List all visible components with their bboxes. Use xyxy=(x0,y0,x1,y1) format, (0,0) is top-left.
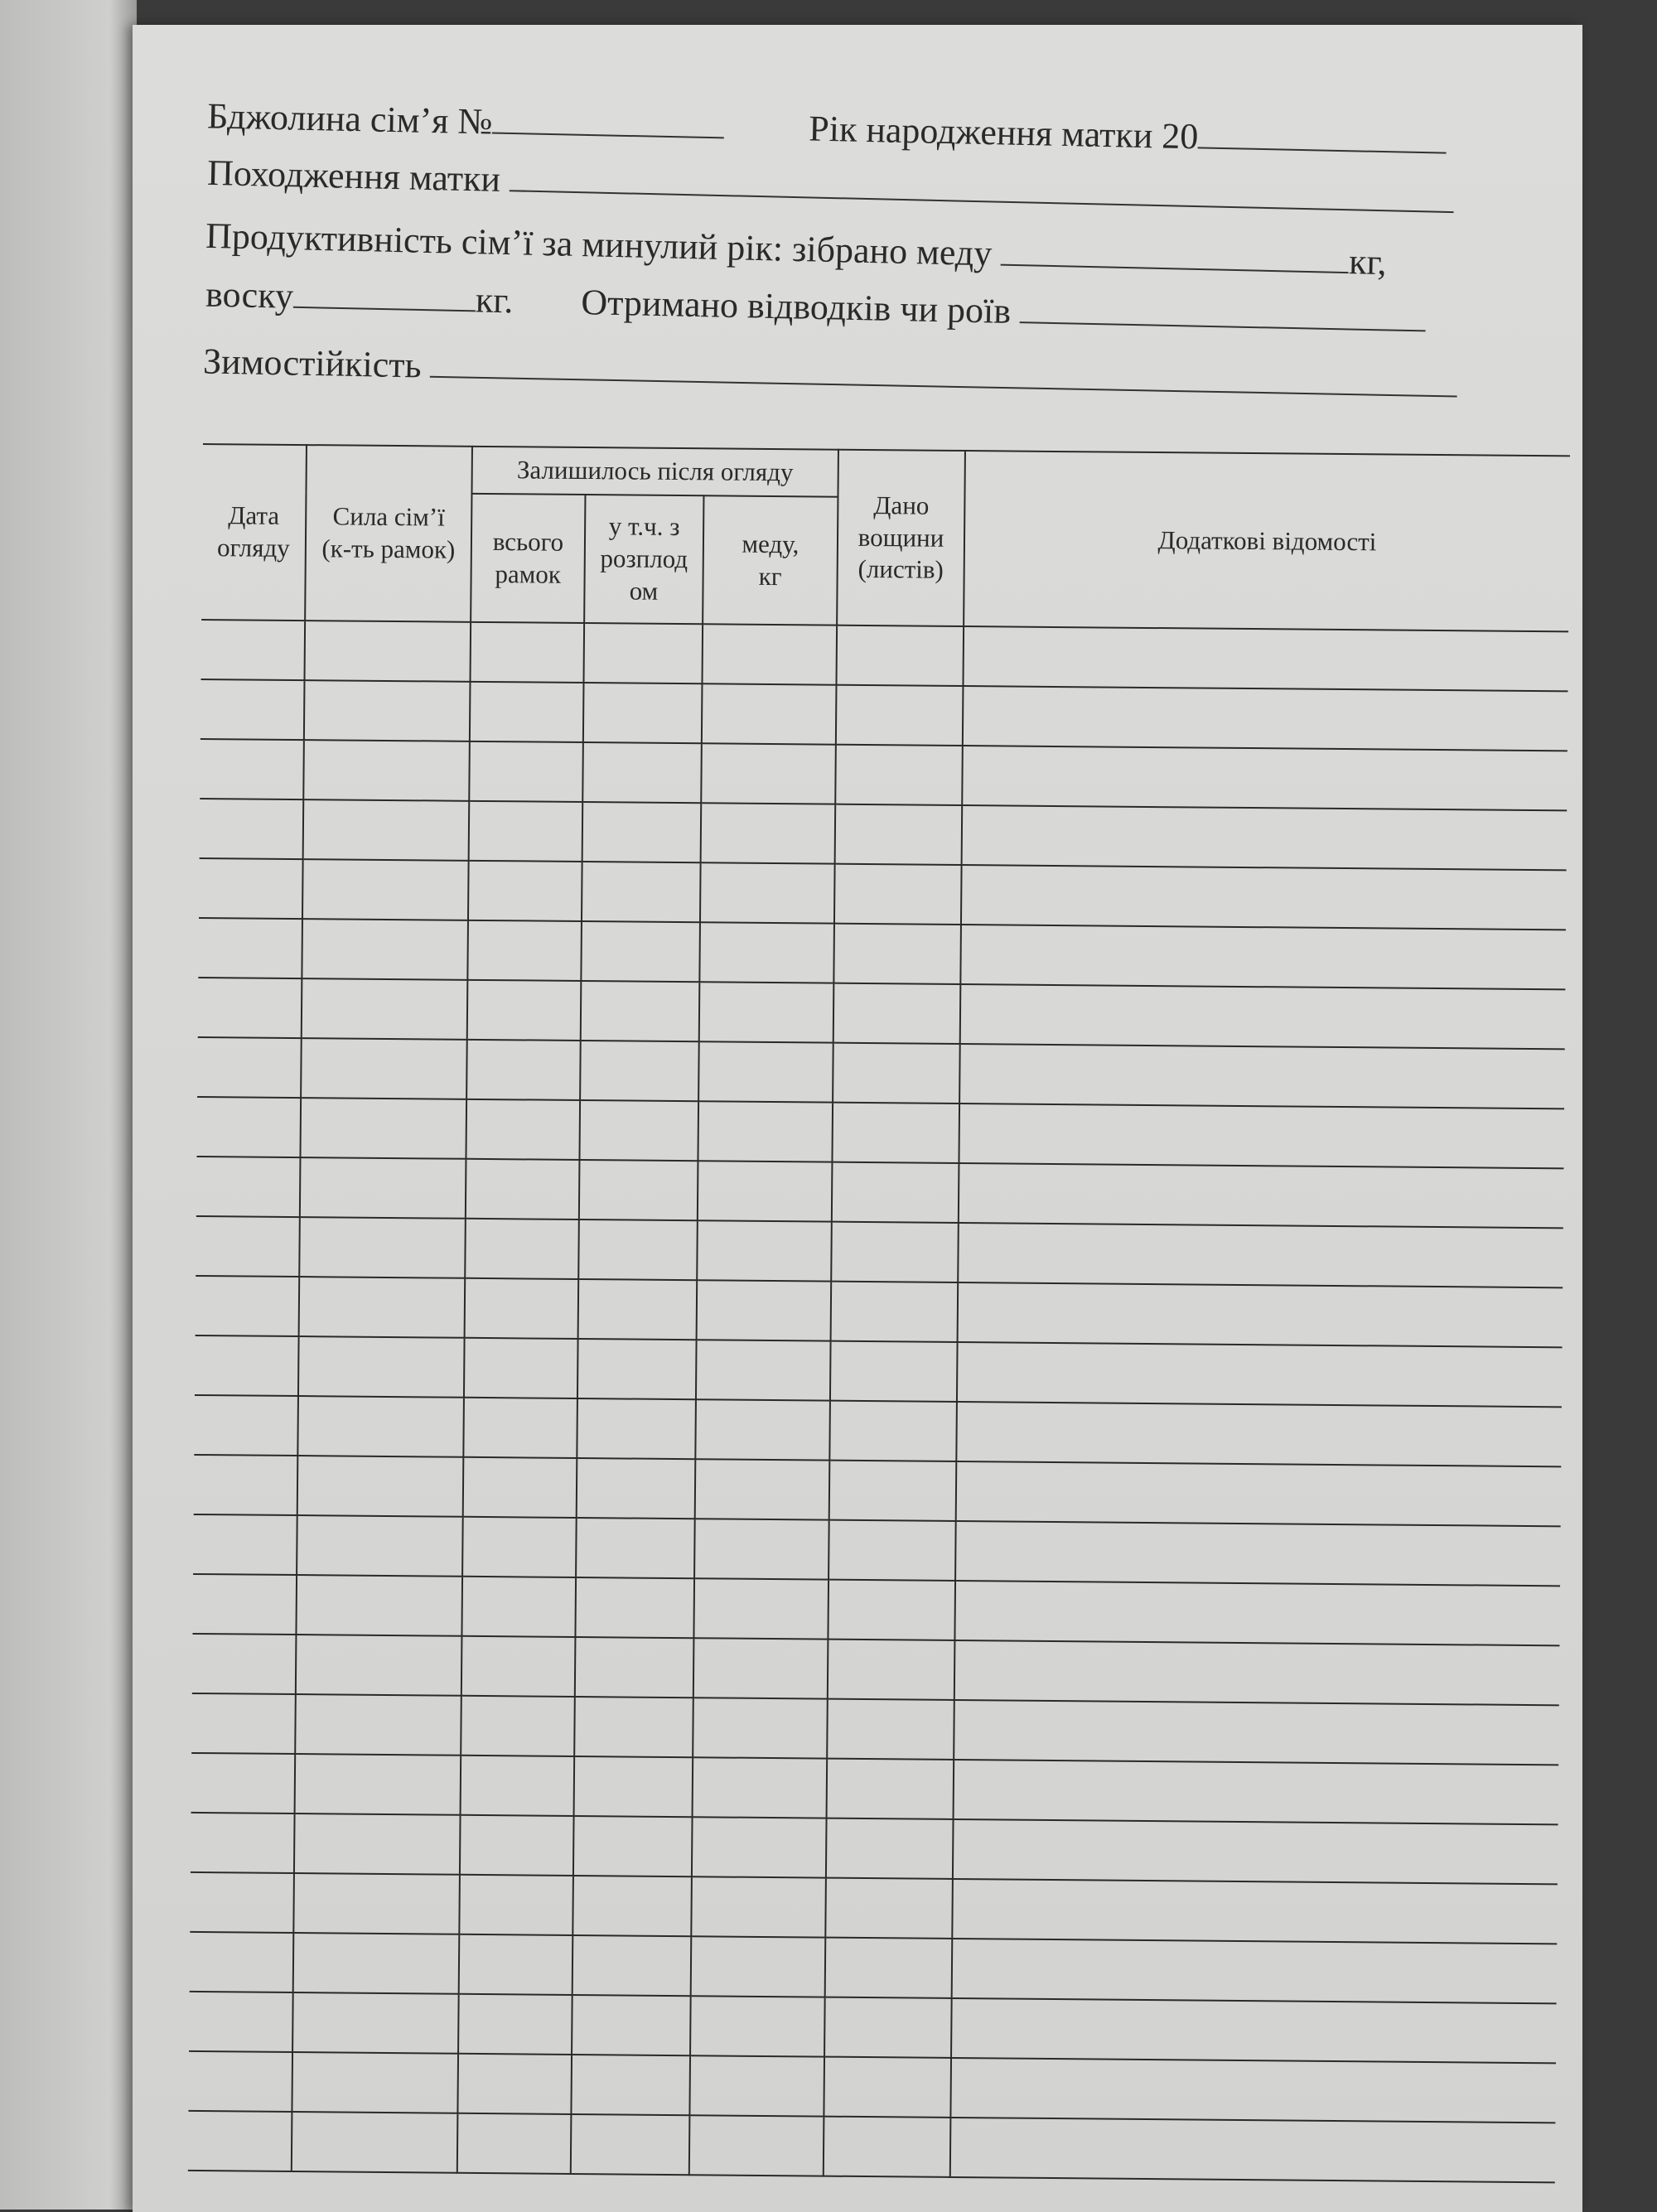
cell-total-frames[interactable] xyxy=(466,1040,581,1100)
cell-date[interactable] xyxy=(188,2111,292,2171)
swarms-field[interactable] xyxy=(1020,321,1426,331)
cell-strength[interactable] xyxy=(292,2112,458,2173)
cell-notes[interactable] xyxy=(959,1104,1564,1168)
adjacent-page xyxy=(0,0,137,2210)
cell-notes[interactable] xyxy=(956,1461,1562,1526)
cell-foundation[interactable] xyxy=(824,1997,952,2058)
cell-date[interactable] xyxy=(192,1574,297,1635)
cell-notes[interactable] xyxy=(960,984,1566,1049)
cell-brood[interactable] xyxy=(572,1995,691,2055)
cell-total-frames[interactable] xyxy=(463,1457,577,1518)
cell-honey[interactable] xyxy=(696,1340,831,1400)
cell-strength[interactable] xyxy=(297,1456,464,1517)
cell-brood[interactable] xyxy=(574,1756,693,1817)
cell-total-frames[interactable] xyxy=(462,1517,577,1577)
cell-total-frames[interactable] xyxy=(457,2113,572,2174)
cell-strength[interactable] xyxy=(300,1098,466,1159)
cell-date[interactable] xyxy=(191,1753,296,1814)
cell-strength[interactable] xyxy=(303,740,470,801)
cell-brood[interactable] xyxy=(575,1637,694,1698)
cell-foundation[interactable] xyxy=(828,1640,955,1700)
cell-notes[interactable] xyxy=(958,1282,1563,1347)
cell-foundation[interactable] xyxy=(824,2117,951,2177)
cell-strength[interactable] xyxy=(295,1694,461,1756)
cell-brood[interactable] xyxy=(577,1458,696,1519)
cell-date[interactable] xyxy=(196,1157,301,1217)
header-notes: Додаткові відомості xyxy=(964,451,1570,631)
header-date: Дата огляду xyxy=(201,444,307,621)
cell-date[interactable] xyxy=(196,1097,301,1157)
cell-honey[interactable] xyxy=(689,2115,824,2176)
cell-notes[interactable] xyxy=(959,1163,1564,1228)
colony-number-label: Бджолина сім’я № xyxy=(206,95,493,142)
cell-honey[interactable] xyxy=(698,1041,833,1102)
header-strength: Сила сім’ї (к-ть рамок) xyxy=(305,445,472,622)
cell-total-frames[interactable] xyxy=(458,1994,572,2055)
winter-hardiness-label: Зимостійкість xyxy=(202,340,423,386)
cell-strength[interactable] xyxy=(294,1814,461,1875)
cell-brood[interactable] xyxy=(576,1518,695,1578)
cell-brood[interactable] xyxy=(582,802,702,862)
cell-notes[interactable] xyxy=(954,1581,1560,1645)
cell-honey[interactable] xyxy=(699,982,834,1042)
cell-notes[interactable] xyxy=(953,1819,1558,1884)
cell-honey[interactable] xyxy=(692,1817,827,1877)
cell-brood[interactable] xyxy=(571,2055,690,2115)
cell-strength[interactable] xyxy=(296,1575,462,1636)
cell-foundation[interactable] xyxy=(827,1699,954,1760)
cell-brood[interactable] xyxy=(571,2114,690,2175)
cell-brood[interactable] xyxy=(582,862,701,922)
cell-foundation[interactable] xyxy=(835,804,963,865)
cell-total-frames[interactable] xyxy=(469,801,583,862)
cell-honey[interactable] xyxy=(695,1459,830,1519)
cell-strength[interactable] xyxy=(297,1396,464,1457)
cell-brood[interactable] xyxy=(580,1041,699,1101)
cell-total-frames[interactable] xyxy=(460,1815,574,1876)
cell-brood[interactable] xyxy=(579,1100,698,1161)
cell-notes[interactable] xyxy=(959,1044,1565,1108)
cell-date[interactable] xyxy=(197,1037,302,1098)
winter-hardiness-field[interactable] xyxy=(430,376,1457,398)
cell-honey[interactable] xyxy=(697,1280,832,1340)
cell-brood[interactable] xyxy=(577,1339,697,1399)
cell-total-frames[interactable] xyxy=(461,1756,575,1816)
cell-total-frames[interactable] xyxy=(461,1696,575,1756)
colony-number-line xyxy=(207,94,1447,162)
cell-foundation[interactable] xyxy=(835,745,963,805)
queen-year-label: Рік народження матки 20 xyxy=(808,108,1199,157)
cell-notes[interactable] xyxy=(958,1223,1563,1287)
cell-notes[interactable] xyxy=(963,626,1568,691)
cell-notes[interactable] xyxy=(954,1700,1559,1765)
cell-notes[interactable] xyxy=(957,1342,1563,1407)
cell-notes[interactable] xyxy=(962,805,1568,870)
cell-foundation[interactable] xyxy=(824,2057,951,2118)
cell-date[interactable] xyxy=(194,1455,298,1515)
cell-notes[interactable] xyxy=(963,686,1568,751)
cell-total-frames[interactable] xyxy=(468,861,582,921)
cell-date[interactable] xyxy=(191,1693,296,1754)
cell-strength[interactable] xyxy=(302,978,468,1040)
cell-date[interactable] xyxy=(191,1813,295,1873)
cell-total-frames[interactable] xyxy=(457,2054,572,2114)
kg-unit: кг, xyxy=(1348,241,1388,283)
queen-origin-line xyxy=(207,152,1455,222)
inspection-table xyxy=(188,443,1570,2183)
wax-field[interactable] xyxy=(293,307,476,312)
cell-foundation[interactable] xyxy=(828,1580,955,1640)
honey-collected-field[interactable] xyxy=(1001,264,1349,274)
cell-notes[interactable] xyxy=(961,865,1567,930)
cell-foundation[interactable] xyxy=(828,1520,956,1581)
cell-notes[interactable] xyxy=(951,1998,1557,2063)
cell-strength[interactable] xyxy=(298,1336,465,1398)
cell-brood[interactable] xyxy=(577,1398,696,1459)
cell-date[interactable] xyxy=(196,1276,300,1336)
cell-date[interactable] xyxy=(201,620,306,680)
table-row xyxy=(188,2111,1556,2182)
cell-date[interactable] xyxy=(194,1395,298,1456)
cell-date[interactable] xyxy=(190,1932,294,1992)
cell-total-frames[interactable] xyxy=(461,1577,576,1637)
header-total-frames: всього рамок xyxy=(471,494,585,623)
cell-strength[interactable] xyxy=(302,859,469,920)
cell-foundation[interactable] xyxy=(832,1162,959,1223)
cell-strength[interactable] xyxy=(304,680,471,741)
queen-origin-field[interactable] xyxy=(510,190,1454,213)
cell-foundation[interactable] xyxy=(830,1341,958,1402)
cell-foundation[interactable] xyxy=(833,1043,960,1104)
cell-brood[interactable] xyxy=(574,1697,693,1757)
cell-strength[interactable] xyxy=(293,1873,460,1934)
cell-honey[interactable] xyxy=(693,1638,828,1698)
cell-strength[interactable] xyxy=(297,1515,463,1577)
cell-notes[interactable] xyxy=(952,1879,1558,1944)
cell-brood[interactable] xyxy=(578,1219,698,1280)
cell-brood[interactable] xyxy=(579,1160,698,1220)
cell-honey[interactable] xyxy=(698,1161,833,1221)
cell-foundation[interactable] xyxy=(825,1878,953,1939)
cell-total-frames[interactable] xyxy=(465,1219,579,1279)
cell-date[interactable] xyxy=(200,739,304,799)
cell-date[interactable] xyxy=(188,2051,292,2112)
cell-total-frames[interactable] xyxy=(463,1398,577,1458)
cell-honey[interactable] xyxy=(691,1876,826,1937)
cell-honey[interactable] xyxy=(702,683,837,744)
cell-brood[interactable] xyxy=(572,1935,692,1996)
cell-date[interactable] xyxy=(192,1634,297,1694)
cell-brood[interactable] xyxy=(583,683,703,743)
cell-foundation[interactable] xyxy=(831,1222,959,1282)
cell-brood[interactable] xyxy=(575,1577,694,1638)
cell-total-frames[interactable] xyxy=(471,622,585,683)
cell-foundation[interactable] xyxy=(826,1818,954,1879)
cell-strength[interactable] xyxy=(303,799,470,861)
winter-hardiness-line xyxy=(203,340,1458,406)
cell-total-frames[interactable] xyxy=(459,1934,573,1995)
cell-honey[interactable] xyxy=(699,922,834,983)
cell-total-frames[interactable] xyxy=(464,1338,578,1398)
cell-honey[interactable] xyxy=(693,1757,828,1818)
cell-foundation[interactable] xyxy=(833,924,961,984)
cell-date[interactable] xyxy=(195,1335,299,1396)
cell-notes[interactable] xyxy=(954,1640,1560,1705)
cell-notes[interactable] xyxy=(950,2118,1556,2182)
cell-total-frames[interactable] xyxy=(465,1278,579,1339)
cell-brood[interactable] xyxy=(583,623,703,683)
cell-foundation[interactable] xyxy=(834,864,962,925)
header-remaining: Залишилось після огляду xyxy=(471,447,838,497)
cell-total-frames[interactable] xyxy=(467,920,582,981)
cell-strength[interactable] xyxy=(300,1157,466,1219)
kg-unit: кг. xyxy=(475,279,514,321)
cell-honey[interactable] xyxy=(697,1220,832,1281)
cell-brood[interactable] xyxy=(572,1876,692,1936)
cell-strength[interactable] xyxy=(302,919,468,980)
swarms-label: Отримано відводків чи роїв xyxy=(580,282,1012,331)
cell-strength[interactable] xyxy=(296,1635,462,1696)
cell-foundation[interactable] xyxy=(829,1401,957,1461)
cell-honey[interactable] xyxy=(694,1519,829,1579)
wax-label: воску xyxy=(205,273,294,316)
productivity-label: Продуктивність сім’ї за минулий рік: зібрано меду xyxy=(205,215,993,274)
cell-date[interactable] xyxy=(193,1514,297,1575)
cell-brood[interactable] xyxy=(581,921,700,982)
cell-foundation[interactable] xyxy=(833,983,961,1044)
cell-total-frames[interactable] xyxy=(467,980,582,1041)
cell-honey[interactable] xyxy=(701,743,836,804)
cell-honey[interactable] xyxy=(701,803,836,863)
cell-brood[interactable] xyxy=(578,1279,698,1340)
cell-strength[interactable] xyxy=(299,1217,466,1278)
cell-foundation[interactable] xyxy=(827,1759,954,1819)
cell-total-frames[interactable] xyxy=(461,1636,576,1697)
table-body xyxy=(188,620,1568,2182)
cell-total-frames[interactable] xyxy=(466,1099,580,1160)
cell-brood[interactable] xyxy=(582,742,702,803)
productivity-line xyxy=(205,215,1388,283)
cell-honey[interactable] xyxy=(700,862,835,923)
cell-brood[interactable] xyxy=(573,1816,693,1876)
cell-notes[interactable] xyxy=(952,1939,1558,2003)
cell-strength[interactable] xyxy=(305,621,471,682)
cell-honey[interactable] xyxy=(690,1996,825,2056)
cell-strength[interactable] xyxy=(301,1038,467,1099)
cell-date[interactable] xyxy=(196,1216,300,1277)
cell-date[interactable] xyxy=(198,918,302,978)
cell-total-frames[interactable] xyxy=(466,1159,580,1219)
cell-notes[interactable] xyxy=(954,1760,1559,1824)
cell-notes[interactable] xyxy=(955,1521,1561,1586)
cell-strength[interactable] xyxy=(292,2052,458,2113)
cell-foundation[interactable] xyxy=(831,1282,959,1342)
cell-total-frames[interactable] xyxy=(459,1875,573,1935)
cell-honey[interactable] xyxy=(689,2055,824,2116)
queen-year-field[interactable] xyxy=(1198,147,1447,153)
cell-foundation[interactable] xyxy=(825,1938,953,1998)
queen-origin-label: Походження матки xyxy=(206,152,501,200)
cell-honey[interactable] xyxy=(691,1936,826,1997)
cell-honey[interactable] xyxy=(698,1101,833,1162)
cell-notes[interactable] xyxy=(960,925,1566,989)
cell-total-frames[interactable] xyxy=(469,741,583,802)
cell-honey[interactable] xyxy=(702,624,837,684)
cell-strength[interactable] xyxy=(295,1754,461,1815)
cell-notes[interactable] xyxy=(956,1402,1562,1466)
cell-notes[interactable] xyxy=(950,2058,1556,2123)
cell-date[interactable] xyxy=(199,858,303,919)
colony-number-field[interactable] xyxy=(492,133,724,139)
cell-strength[interactable] xyxy=(293,1933,460,1994)
cell-strength[interactable] xyxy=(292,1992,459,2054)
wax-swarms-line xyxy=(205,273,1427,341)
cell-honey[interactable] xyxy=(693,1698,828,1758)
cell-foundation[interactable] xyxy=(829,1461,957,1521)
header-brood: у т.ч. з розплод ом xyxy=(584,495,703,624)
cell-total-frames[interactable] xyxy=(470,682,584,742)
cell-honey[interactable] xyxy=(693,1578,828,1639)
cell-brood[interactable] xyxy=(581,981,700,1041)
cell-date[interactable] xyxy=(190,1872,294,1933)
header-foundation: Дано вощини (листів) xyxy=(837,450,965,626)
journal-page xyxy=(133,25,1582,2212)
cell-date[interactable] xyxy=(189,1992,293,2052)
cell-honey[interactable] xyxy=(695,1399,830,1460)
cell-notes[interactable] xyxy=(962,746,1568,810)
cell-foundation[interactable] xyxy=(832,1103,959,1163)
header-honey: меду, кг xyxy=(703,495,838,625)
cell-date[interactable] xyxy=(198,978,302,1038)
cell-foundation[interactable] xyxy=(836,685,964,746)
cell-date[interactable] xyxy=(200,679,305,740)
cell-strength[interactable] xyxy=(299,1277,466,1338)
cell-date[interactable] xyxy=(200,799,304,859)
cell-foundation[interactable] xyxy=(836,625,964,686)
